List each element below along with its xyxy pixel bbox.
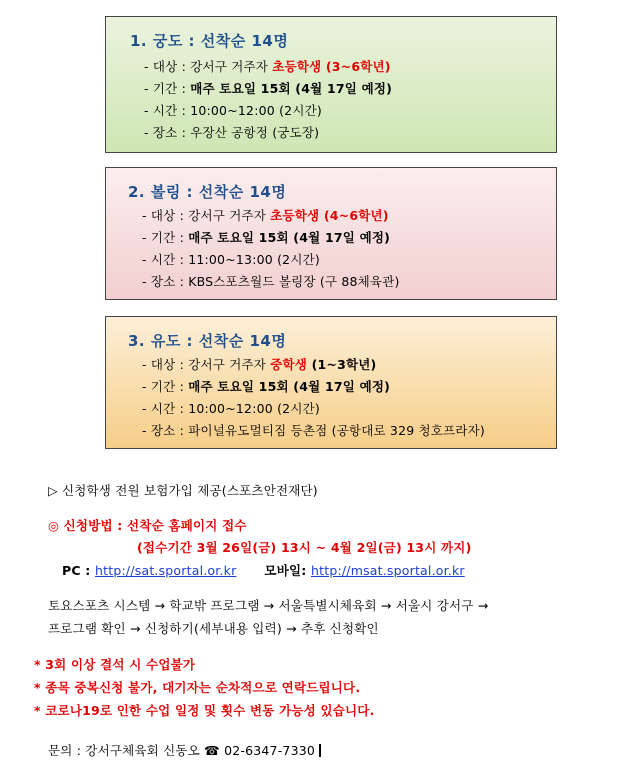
program-time: - 시간 : 11:00~13:00 (2시간) bbox=[142, 252, 320, 267]
mobile-label: 모바일: bbox=[264, 563, 311, 578]
apply-period: (접수기간 3월 26일(금) 13시 ~ 4월 2일(금) 13시 까지) bbox=[137, 540, 472, 555]
program-target: - 대상 : 강서구 거주자 중학생 (1~3학년) bbox=[142, 357, 377, 372]
contact-line: 문의 : 강서구체육회 신동오 ☎ 02-6347-7330 bbox=[48, 741, 321, 759]
program-place: - 장소 : 우장산 공항정 (궁도장) bbox=[144, 125, 320, 140]
program-period: - 기간 : 매주 토요일 15회 (4월 17일 예정) bbox=[142, 379, 391, 394]
url-row bbox=[62, 561, 465, 579]
program-target: - 대상 : 강서구 거주자 초등학생 (3~6학년) bbox=[144, 59, 391, 74]
pc-label: PC : bbox=[62, 563, 96, 578]
pc-url-link[interactable]: http://sat.sportal.or.kr bbox=[95, 563, 237, 578]
warning-item: * 종목 중복신청 불가, 대기자는 순차적으로 연락드립니다. bbox=[34, 680, 361, 695]
program-box-bowling bbox=[105, 167, 557, 300]
program-title: 1. 궁도 : 선착순 14명 bbox=[130, 32, 289, 50]
text-cursor bbox=[319, 744, 321, 757]
program-box-judo bbox=[105, 316, 557, 449]
warning-item: * 3회 이상 결석 시 수업불가 bbox=[34, 657, 196, 672]
insurance-notice: ▷ 신청학생 전원 보험가입 제공(스포츠안전재단) bbox=[48, 483, 318, 498]
program-period: - 기간 : 매주 토요일 15회 (4월 17일 예정) bbox=[142, 230, 391, 245]
path-line-1: 토요스포츠 시스템 → 학교밖 프로그램 → 서울특별시체육회 → 서울시 강서구 → bbox=[48, 598, 489, 613]
program-box-archery bbox=[105, 16, 557, 153]
mobile-url-link[interactable]: http://msat.sportal.or.kr bbox=[311, 563, 465, 578]
program-period: - 기간 : 매주 토요일 15회 (4월 17일 예정) bbox=[144, 81, 393, 96]
program-title: 2. 볼링 : 선착순 14명 bbox=[128, 183, 287, 201]
program-place: - 장소 : 파이널유도멀티짐 등촌점 (공항대로 329 청호프라자) bbox=[142, 423, 485, 438]
program-target: - 대상 : 강서구 거주자 초등학생 (4~6학년) bbox=[142, 208, 389, 223]
program-time: - 시간 : 10:00~12:00 (2시간) bbox=[144, 103, 322, 118]
path-line-2: 프로그램 확인 → 신청하기(세부내용 입력) → 추후 신청확인 bbox=[48, 621, 379, 636]
program-time: - 시간 : 10:00~12:00 (2시간) bbox=[142, 401, 320, 416]
warning-item: * 코로나19로 인한 수업 일정 및 횟수 변동 가능성 있습니다. bbox=[34, 703, 375, 718]
program-place: - 장소 : KBS스포츠월드 볼링장 (구 88체육관) bbox=[142, 274, 400, 289]
apply-method: ◎ 신청방법 : 선착순 홈페이지 접수 bbox=[48, 518, 247, 533]
program-title: 3. 유도 : 선착순 14명 bbox=[128, 332, 287, 350]
